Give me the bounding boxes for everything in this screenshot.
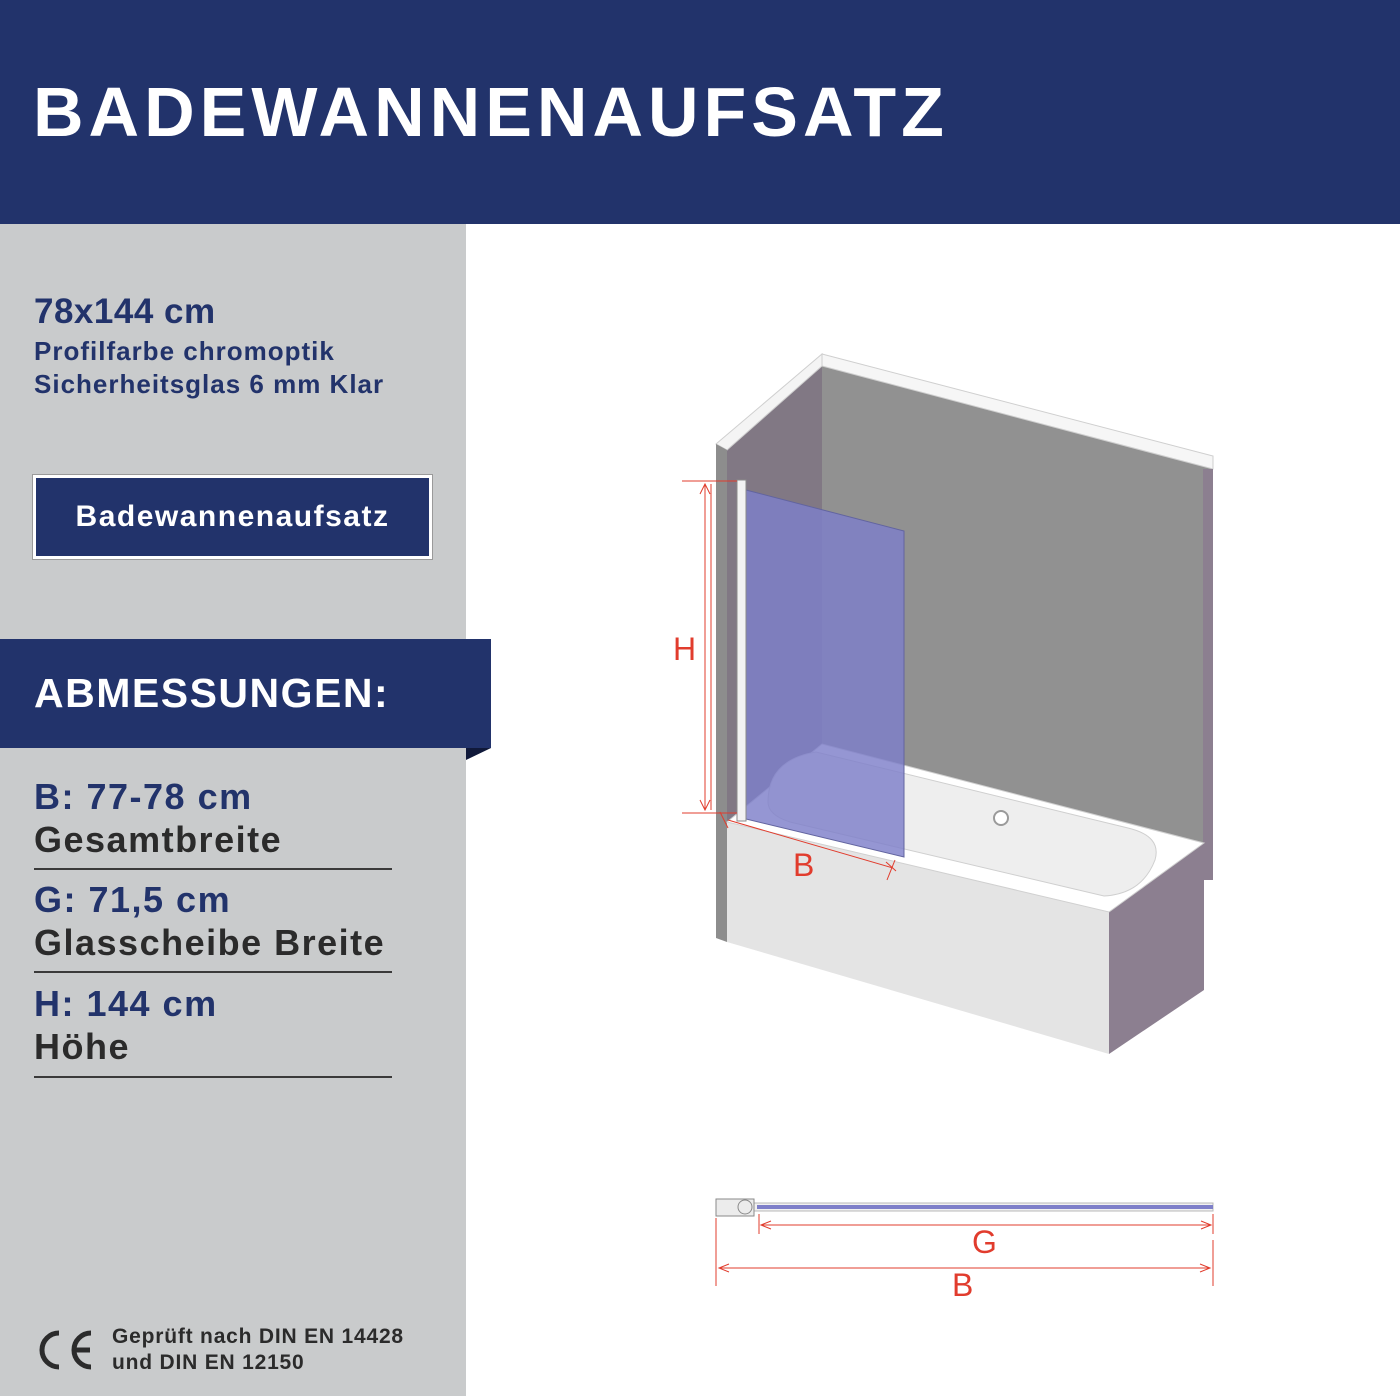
back-wall-edge <box>1203 469 1213 880</box>
divider <box>34 971 392 973</box>
dimension-g-value: G: 71,5 cm <box>34 879 232 920</box>
dimensions-heading: ABMESSUNGEN: <box>34 670 390 716</box>
glass-panel <box>746 490 904 857</box>
page-title: BADEWANNENAUFSATZ <box>33 73 949 151</box>
certification-line-1: Geprüft nach DIN EN 14428 <box>112 1325 404 1348</box>
bathtub-screen-diagram <box>466 224 1400 1396</box>
ce-mark-icon <box>34 1326 98 1374</box>
dimension-g-label: Glasscheibe Breite <box>34 922 386 963</box>
profile-color-text: Profilfarbe chromoptik <box>34 336 335 366</box>
certification-line-2: und DIN EN 12150 <box>112 1351 305 1374</box>
dimension-h-label: Höhe <box>34 1026 130 1067</box>
product-type-badge: Badewannenaufsatz <box>33 475 432 559</box>
glass-width-label: G <box>972 1224 997 1260</box>
profile-rail <box>737 480 746 821</box>
header-banner <box>0 0 1400 224</box>
drain-icon <box>994 811 1008 825</box>
divider <box>34 1076 392 1078</box>
product-size: 78x144 cm <box>34 292 216 331</box>
total-width-label: B <box>952 1267 974 1303</box>
left-wall-edge <box>716 444 727 942</box>
height-label: H <box>673 631 697 667</box>
dimension-b-label: Gesamtbreite <box>34 819 283 860</box>
dimension-b-value: B: 77-78 cm <box>34 776 253 817</box>
top-view <box>716 1199 1213 1216</box>
divider <box>34 868 392 870</box>
dimension-h-value: H: 144 cm <box>34 983 218 1024</box>
width-label: B <box>793 847 815 883</box>
glass-type-text: Sicherheitsglas 6 mm Klar <box>34 369 385 399</box>
